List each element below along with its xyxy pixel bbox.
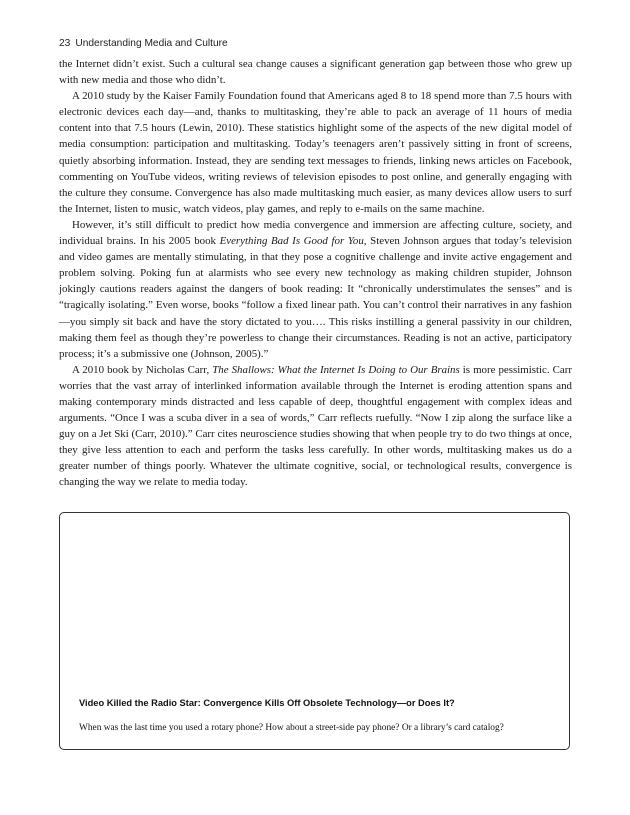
paragraph-johnson: However, it’s still difficult to predict how media convergence and immersion are affecting culture, society, and individual brains. In his 2005 book Everything Bad Is Good for You, Steven Johnson argues that today’s television and video games are mentally stimulating, in that they pose a cognitive challenge and invite active engagement and problem solving. Poking fun at alarmists who see every new technology as making children stupider, Johnson jokingly cautions readers against the dangers of book reading: It “chronically understimulates the senses” and is “tragically isolating.” Even worse, books “follow a fixed linear path. You can’t control their narratives in any fashion—you simply sit back and have the story dictated to you…. This risks instilling a general passivity in our children, making them feel as though they’re powerless to change their circumstances. Reading is not an active, participatory process; it’s a submissive one (Johnson, 2005).” xyxy=(59,218,572,360)
callout-text: When was the last time you used a rotary phone? How about a street-side pay phone? Or a library’s card catalog? xyxy=(79,723,504,733)
running-header xyxy=(59,38,228,49)
paragraph-kaiser-study: A 2010 study by the Kaiser Family Foundation found that Americans aged 8 to 18 spend more than 7.5 hours with electronic devices each day—and, thanks to multitasking, they’re able to pack an average of 11 hours of media content into that 7.5 hours (Lewin, 2010). These statistics highlight some of the aspects of the new digital model of media consumption: participation and multitasking. Today’s teenagers aren’t passively sitting in front of screens, quietly absorbing information. Instead, they are sending text messages to friends, linking news articles on Facebook, commenting on YouTube videos, writing reviews of television episodes to post online, and generally engaging with the culture they consume. Convergence has also made multitasking much easier, as many devices allow users to surf the Internet, listen to music, watch videos, play games, and reply to e-mails on the same machine. xyxy=(59,90,572,215)
paragraph-carr: A 2010 book by Nicholas Carr, The Shallows: What the Internet Is Doing to Our Brains is more pessimistic. Carr worries that the vast array of interlinked information available through the Internet is eroding attention spans and making contemporary minds distracted and less capable of deep, thoughtful engagement with complex ideas and arguments. “Once I was a scuba diver in a sea of words,” Carr reflects ruefully. “Now I zip along the surface like a guy on a Jet Ski (Carr, 2010).” Carr cites neuroscience studies showing that when people try to do two things at once, they give less attention to each and perform the tasks less carefully. In other words, multitasking makes us do a greater number of things poorly. Whatever the ultimate cognitive, social, or technological results, convergence is changing the way we relate to media today. xyxy=(59,363,572,489)
paragraph-continued: the Internet didn’t exist. Such a cultural sea change causes a significant generation gap between those who grew up with new media and those who didn’t. xyxy=(59,58,572,87)
page-number: 23 xyxy=(59,38,71,49)
callout-box xyxy=(59,512,570,750)
running-title: Understanding Media and Culture xyxy=(75,38,228,49)
callout-title: Video Killed the Radio Star: Convergence Kills Off Obsolete Technology—or Does It? xyxy=(79,698,455,708)
book-title-everything-bad: Everything Bad Is Good for You xyxy=(219,235,364,248)
book-title-the-shallows: The Shallows: What the Internet Is Doing to Our Brains xyxy=(212,363,460,376)
main-text xyxy=(59,56,572,491)
